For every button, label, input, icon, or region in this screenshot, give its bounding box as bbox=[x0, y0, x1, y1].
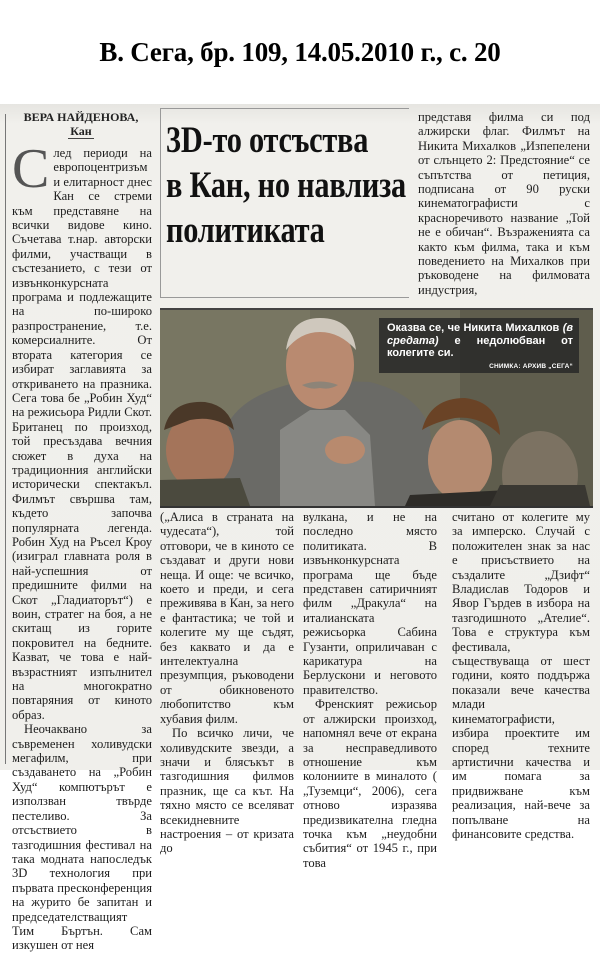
newspaper-clipping bbox=[0, 104, 600, 953]
headline-line: 3D-то отсъства bbox=[166, 120, 369, 161]
caption-italic: (в средата) bbox=[387, 322, 573, 347]
caption-text-part: е недолюбван от колегите си. bbox=[387, 334, 573, 359]
article-column-1 bbox=[12, 138, 152, 953]
caption-text bbox=[387, 322, 573, 360]
drop-cap: С bbox=[12, 138, 50, 200]
headline-line: в Кан, но навлиза bbox=[166, 165, 406, 206]
headline-line: политиката bbox=[166, 210, 325, 251]
paragraph: считано от колегите му за имперско. Случай с положителен знак за нас е присъствието на създалите „Дзифт“ Владислав Тодоров и Явор Гърдев в избора на тазгодишното „Ателие“. Това е структура към фестивала, съществуваща от шест години, която поддържа показали вече качества млади кинематографисти, избира проектите им според техните артистични качества и им помага за придвижване към реализация, най-вече за попълване на финансовите средства. bbox=[452, 510, 590, 841]
photo-credit: СНИМКА: АРХИВ „СЕГА“ bbox=[489, 362, 573, 370]
paragraph: („Алиса в страната на чудесата“), той отговори, че в киното се създават и други нови неща. И още: че всичко, което и преди, и сега преживява в Кан, за него е фантастика; че той и колегите му ще съдят, без каквато и да е интелектуална презумпция, ръководени от обикновеното любопитство към хубавия филм. bbox=[160, 510, 294, 726]
article-column-3 bbox=[303, 510, 437, 870]
paragraph: Френският режисьор от алжирски произход, напомнял вече от екрана за несправедливото отношение към колониите в миналото ( „Туземци“, 2006), сега отново изразява предизвикателна гледна точка към „неудобни събития“ от 1945 г., при това bbox=[303, 697, 437, 870]
paragraph: лед периоди на европоцентризъм и елитарност днес Кан се стреми към представяне на всички видове кино. Съчетава т.нар. авторски филми, участващи в състезанието, с тези от извънконкурсната програма и подлежащите на по-широко разпространение, т.е. комерсиалните. От втората категория се избират заглавията за откриването на празника. Сега това бе „Робин Худ“ на режисьора Ридли Скот. Британец по произход, той пресъздава вечния сюжет в духа на традиционния английски исторически спектакъл. Филмът свършва там, където започва популярната легенда. Робин Худ на Ръсел Кроу (изиграл главната роля в най-успешния от предишните филми на Скот „Гладиаторът“) е воин, стратег на боя, а не скитащ из горите покровител на бедните. Казват, че това е най-възрастният изпълнител на многократно повтаряния от киното образ. bbox=[12, 146, 152, 722]
article-column-2 bbox=[160, 510, 294, 856]
article-column-4-bottom bbox=[452, 510, 590, 841]
source-citation-header bbox=[0, 0, 600, 104]
headline bbox=[166, 118, 420, 253]
source-citation: В. Сега, бр. 109, 14.05.2010 г., с. 20 bbox=[99, 36, 501, 67]
paragraph: По всичко личи, че холивудските звезди, а значи и блясъкът в тазгодишния филмов празник, ще са кът. На тяхно място се вселяват всекидневните настроения – от кризата до bbox=[160, 726, 294, 856]
photo-caption bbox=[379, 318, 579, 373]
paragraph: Неочаквано за съвременен холивудски мегафилм, при създаването на „Робин Худ“ компютърът е използван твърде пестеливо. За отсъствието в тазгодишния фестивал на така модната напоследък 3D технология при първата пресконференция на журито бе запитан и председателстващият Тим Бъртън. Сам изкушен от нея bbox=[12, 722, 152, 953]
article-column-4-top bbox=[418, 110, 590, 297]
paragraph: вулкана, и не на последно място политиката. В извънконкурсната програма ще бъде представен сатиричният филм „Дракула“ на италианската режисьорка Сабина Гузанти, оприличаван с карикатура на Берлускони и неговото правителство. bbox=[303, 510, 437, 697]
article-photo bbox=[160, 308, 593, 508]
dateline-location: Кан bbox=[70, 124, 92, 138]
column-rule bbox=[5, 114, 6, 764]
caption-text-part: Оказва се, че Никита Михалков bbox=[387, 322, 563, 334]
paragraph: представя филма си под алжирски флаг. Филмът на Никита Михалков „Изпепелени от слънцето 2: Предстояние“ се съпътства от петиция, подписана от 90 руски кинематографисти с красноречивото название „Той не е обичан“. Възраженията са както към филма, така и към поведението на Михалков при ръководене на филмовата индустрия, bbox=[418, 110, 590, 297]
byline bbox=[12, 110, 150, 139]
author-name: ВЕРА НАЙДЕНОВА, bbox=[23, 110, 139, 124]
